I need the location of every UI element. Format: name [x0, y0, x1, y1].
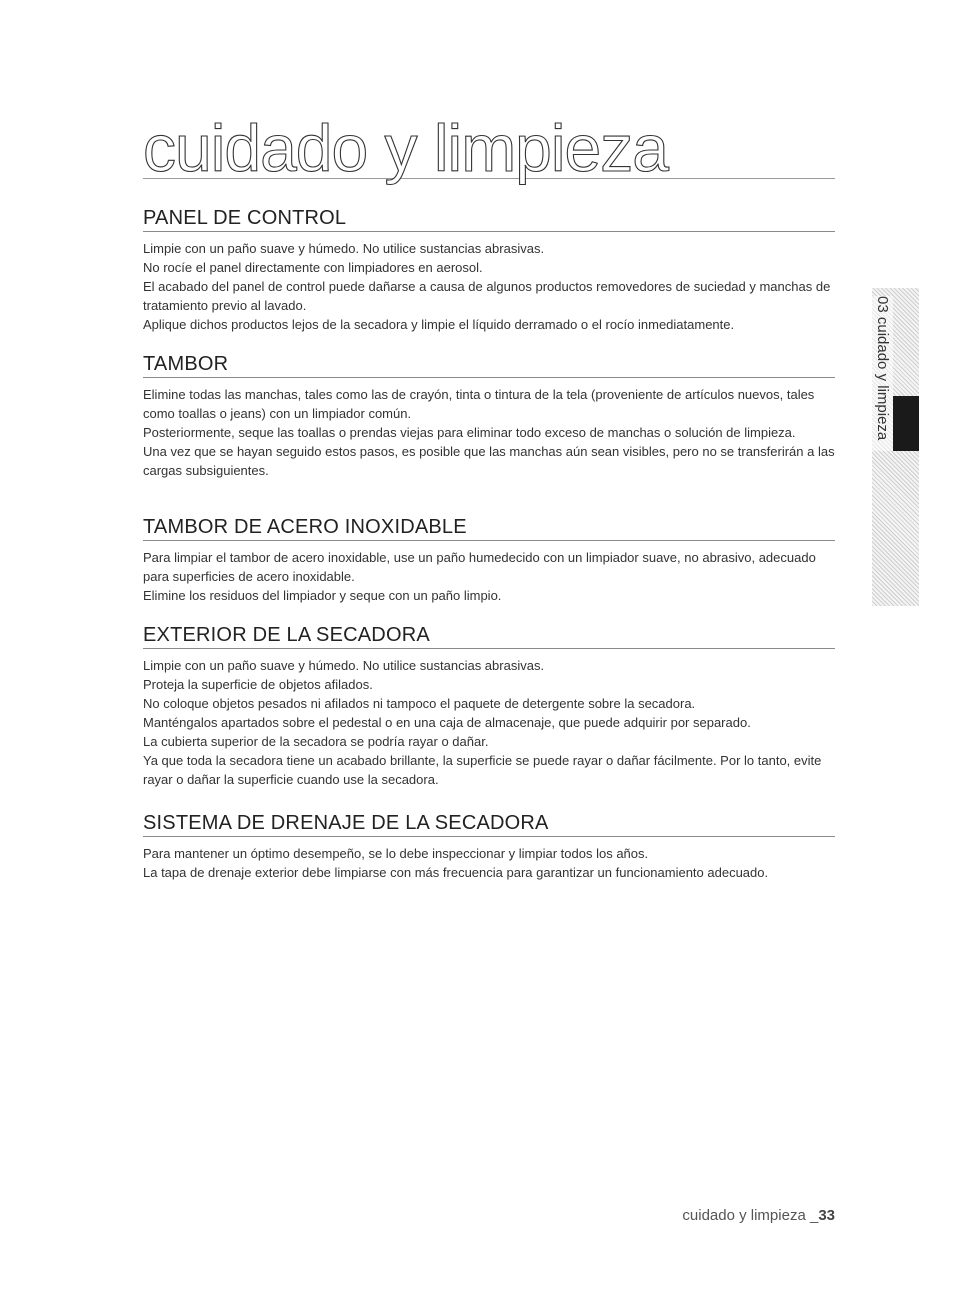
paragraph: Limpie con un paño suave y húmedo. No utilice sustancias abrasivas.	[143, 241, 545, 256]
section-body	[143, 385, 835, 480]
section-heading: TAMBOR DE ACERO INOXIDABLE	[143, 514, 835, 541]
section-body	[143, 548, 835, 605]
section-tambor	[143, 351, 835, 480]
chapter-tab-label: 03 cuidado y limpieza	[872, 296, 893, 451]
page-number: 33	[818, 1207, 835, 1224]
page-footer	[682, 1206, 835, 1226]
paragraph: Elimine los residuos del limpiador y seque con un paño limpio.	[143, 588, 502, 603]
section-body	[143, 239, 835, 334]
paragraph: Elimine todas las manchas, tales como las de crayón, tinta o tintura de la tela (proveniente de artículos nuevos, tales como toallas o jeans) con un limpiador común.	[143, 387, 815, 421]
paragraph: La cubierta superior de la secadora se podría rayar o dañar.	[143, 734, 489, 749]
page-title: cuidado y limpieza	[143, 118, 835, 179]
section-heading: PANEL DE CONTROL	[143, 205, 835, 232]
paragraph: Posteriormente, seque las toallas o prendas viejas para eliminar todo exceso de manchas o solución de limpieza.	[143, 425, 796, 440]
paragraph: Limpie con un paño suave y húmedo. No utilice sustancias abrasivas.	[143, 658, 545, 673]
paragraph: Para limpiar el tambor de acero inoxidable, use un paño humedecido con un limpiador suave, no abrasivo, adecuado para superficies de acero inoxidable.	[143, 550, 816, 584]
paragraph: Para mantener un óptimo desempeño, se lo debe inspeccionar y limpiar todos los años.	[143, 846, 649, 861]
paragraph: Ya que toda la secadora tiene un acabado brillante, la superficie se puede rayar o dañar fácilmente. Por lo tanto, evite rayar o dañar la superficie cuando use la secadora.	[143, 753, 822, 787]
section-panel-de-control	[143, 205, 835, 334]
paragraph: Manténgalos apartados sobre el pedestal o en una caja de almacenaje, que puede adquirir por separado.	[143, 715, 751, 730]
chapter-tab-marker	[893, 396, 919, 451]
paragraph: El acabado del panel de control puede dañarse a causa de algunos productos removedores de suciedad y manchas de tratamiento previo al lavado.	[143, 279, 831, 313]
paragraph: Aplique dichos productos lejos de la secadora y limpie el líquido derramado o el rocío inmediatamente.	[143, 317, 735, 332]
section-heading: EXTERIOR DE LA SECADORA	[143, 622, 835, 649]
paragraph: Proteja la superficie de objetos afilados.	[143, 677, 373, 692]
section-body	[143, 844, 835, 882]
paragraph: No rocíe el panel directamente con limpiadores en aerosol.	[143, 260, 483, 275]
footer-text: cuidado y limpieza _	[682, 1207, 819, 1224]
section-tambor-acero-inoxidable	[143, 514, 835, 605]
paragraph: La tapa de drenaje exterior debe limpiarse con más frecuencia para garantizar un funcionamiento adecuado.	[143, 865, 769, 880]
paragraph: Una vez que se hayan seguido estos pasos, es posible que las manchas aún sean visibles, pero no se transferirán a las cargas subsiguientes.	[143, 444, 835, 478]
section-body	[143, 656, 835, 789]
section-heading: TAMBOR	[143, 351, 835, 378]
paragraph: No coloque objetos pesados ni afilados ni tampoco el paquete de detergente sobre la secadora.	[143, 696, 696, 711]
section-exterior-secadora	[143, 622, 835, 789]
section-sistema-drenaje	[143, 810, 835, 882]
section-heading: SISTEMA DE DRENAJE DE LA SECADORA	[143, 810, 835, 837]
